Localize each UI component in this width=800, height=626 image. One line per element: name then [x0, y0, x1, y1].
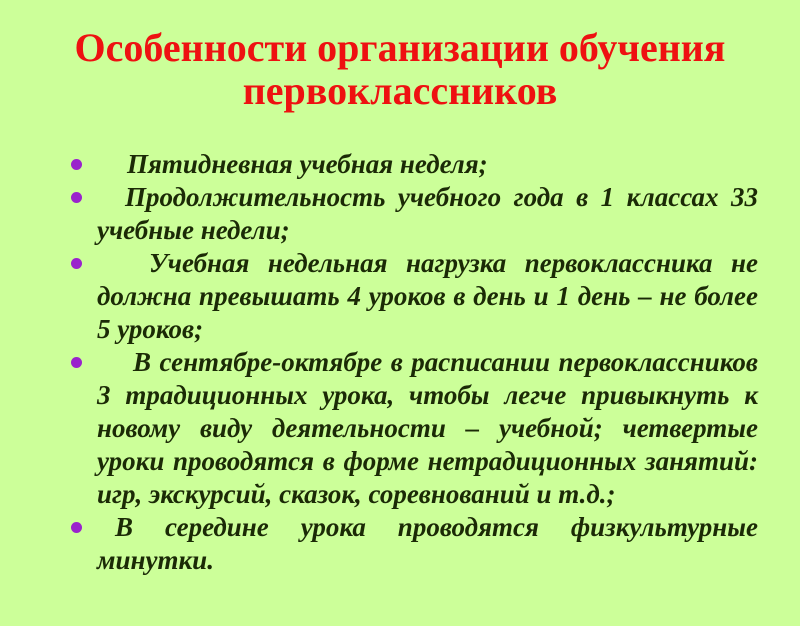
bullet-item — [97, 148, 758, 181]
slide — [0, 26, 800, 626]
bullet-item — [97, 346, 758, 511]
bullet-marker-icon — [71, 357, 82, 368]
bullet-marker-icon — [71, 522, 82, 533]
slide-title: Особенности организации обучения первоклассников — [74, 25, 726, 113]
bullet-item — [97, 511, 758, 577]
bullet-item — [97, 181, 758, 247]
bullet-list — [97, 148, 758, 577]
bullet-item — [97, 247, 758, 346]
bullet-text: В сентябре-октябре в расписании первоклассников 3 традиционных урока, чтобы легче привыкнуть к новому виду деятельности – учебной; четвертые уроки проводятся в форме нетрадиционных занятий: игр, экскурсий, сказок, соревнований и т.д.; — [97, 347, 758, 509]
bullet-text: Продолжительность учебного года в 1 классах 33 учебные недели; — [97, 182, 758, 245]
bullet-marker-icon — [71, 192, 82, 203]
bullet-text: Пятидневная учебная неделя; — [127, 149, 488, 179]
bullet-marker-icon — [71, 159, 82, 170]
bullet-marker-icon — [71, 258, 82, 269]
bullet-text: Учебная недельная нагрузка первоклассника не должна превышать 4 уроков в день и 1 день – не более 5 уроков; — [97, 248, 758, 344]
bullet-text: В середине урока проводятся физкультурные минутки. — [97, 512, 758, 575]
